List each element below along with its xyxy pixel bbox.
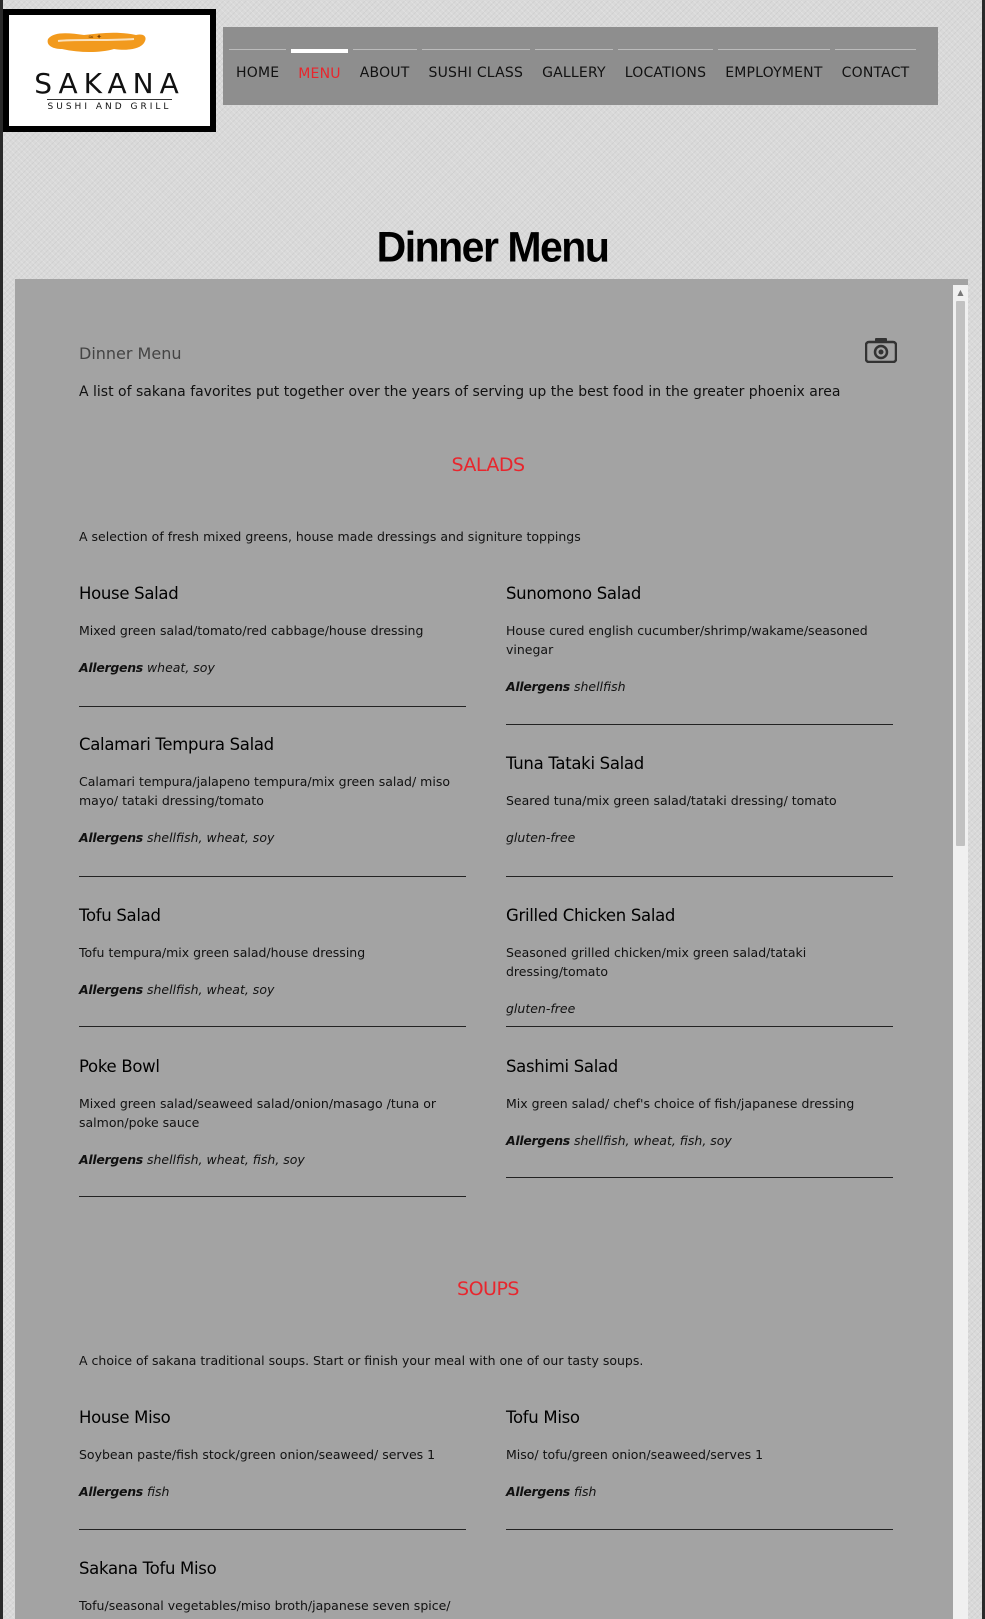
- item-divider: [79, 1196, 466, 1197]
- allergen-list: shellfish, wheat, soy: [146, 982, 275, 997]
- menu-item: [506, 754, 894, 845]
- nav-item-home[interactable]: HOME: [229, 49, 286, 106]
- item-description: Soybean paste/fish stock/green onion/seaweed/ serves 1: [79, 1447, 436, 1462]
- item-name: Poke Bowl: [79, 1057, 160, 1076]
- brand-name: SAKANA: [34, 67, 185, 100]
- allergen-label: Allergens: [506, 1133, 570, 1148]
- nav-item-sushi-class[interactable]: SUSHI CLASS: [422, 49, 531, 106]
- item-divider: [79, 876, 466, 877]
- menu-item: [79, 906, 467, 997]
- item-description: House cured english cucumber/shrimp/wakame/seasoned vinegar: [506, 623, 868, 657]
- item-name: Tofu Miso: [506, 1408, 580, 1427]
- menu-item: [506, 906, 894, 1016]
- allergen-list: fish: [573, 1484, 597, 1499]
- allergen-label: Allergens: [79, 660, 143, 675]
- menu-item: [79, 1408, 467, 1499]
- allergen-label: Allergens: [79, 1484, 143, 1499]
- allergen-list: shellfish, wheat, soy: [146, 830, 275, 845]
- nav-item-contact[interactable]: CONTACT: [835, 49, 917, 106]
- nav-item-locations[interactable]: LOCATIONS: [618, 49, 713, 106]
- menu-item: [79, 735, 467, 845]
- item-divider: [506, 1026, 893, 1027]
- allergen-label: Allergens: [79, 1152, 143, 1167]
- fish-brush-icon: [44, 27, 150, 63]
- allergen-list: shellfish, wheat, fish, soy: [573, 1133, 732, 1148]
- item-name: Sashimi Salad: [506, 1057, 618, 1076]
- item-allergens: [79, 1152, 467, 1167]
- menu-description: A list of sakana favorites put together over the years of serving up the best food in the greater phoenix area: [79, 384, 841, 400]
- scrollbar[interactable]: [953, 285, 968, 1619]
- allergen-label: Allergens: [79, 830, 143, 845]
- allergen-list: shellfish, wheat, fish, soy: [146, 1152, 305, 1167]
- logo-inner: [9, 15, 210, 126]
- item-description: Calamari tempura/jalapeno tempura/mix green salad/ miso mayo/ tataki dressing/tomato: [79, 774, 450, 808]
- nav-item-employment[interactable]: EMPLOYMENT: [718, 49, 829, 106]
- allergen-list: gluten-free: [506, 1001, 576, 1016]
- scroll-thumb[interactable]: [956, 301, 965, 846]
- item-divider: [506, 1529, 893, 1530]
- main-nav: [223, 27, 938, 105]
- menu-item: [506, 1057, 894, 1148]
- logo[interactable]: [3, 9, 216, 132]
- item-description: Mixed green salad/tomato/red cabbage/house dressing: [79, 623, 424, 638]
- allergen-list: wheat, soy: [146, 660, 215, 675]
- item-description: Seasoned grilled chicken/mix green salad/tataki dressing/tomato: [506, 945, 807, 979]
- camera-icon[interactable]: [865, 337, 897, 363]
- item-name: Tofu Salad: [79, 906, 161, 925]
- item-name: Calamari Tempura Salad: [79, 735, 274, 754]
- section-title-salads: SALADS: [451, 454, 525, 476]
- item-name: Sakana Tofu Miso: [79, 1559, 217, 1578]
- item-divider: [79, 706, 466, 707]
- item-divider: [506, 876, 893, 877]
- nav-item-about[interactable]: ABOUT: [353, 49, 417, 106]
- scroll-up-arrow-icon[interactable]: ▲: [957, 288, 964, 297]
- item-name: Grilled Chicken Salad: [506, 906, 676, 925]
- menu-item: [79, 1057, 467, 1167]
- allergen-label: Allergens: [506, 679, 570, 694]
- item-description: Tofu tempura/mix green salad/house dressing: [79, 945, 366, 960]
- item-description: Mix green salad/ chef's choice of fish/japanese dressing: [506, 1096, 855, 1111]
- item-allergens: [79, 1484, 467, 1499]
- item-description: Mixed green salad/seaweed salad/onion/masago /tuna or salmon/poke sauce: [79, 1096, 436, 1130]
- page: [3, 0, 982, 1619]
- item-divider: [506, 724, 893, 725]
- item-allergens: [506, 1133, 894, 1148]
- item-description: Tofu/seasonal vegetables/miso broth/japanese seven spice/: [79, 1598, 451, 1613]
- menu-item: [79, 1559, 467, 1615]
- section-title-soups: SOUPS: [457, 1278, 519, 1300]
- item-divider: [506, 1177, 893, 1178]
- svg-text:≈ ✦: ≈ ✦: [88, 33, 102, 41]
- menu-item: [79, 584, 467, 675]
- item-allergens: [79, 982, 467, 997]
- page-title: Dinner Menu: [376, 222, 609, 272]
- item-name: House Miso: [79, 1408, 171, 1427]
- allergen-label: Allergens: [79, 982, 143, 997]
- section-description-salads: A selection of fresh mixed greens, house made dressings and signiture toppings: [79, 529, 581, 544]
- item-allergens: [506, 679, 894, 694]
- item-allergens: [506, 830, 894, 845]
- item-allergens: [79, 660, 467, 675]
- item-allergens: [79, 830, 467, 845]
- item-allergens: [506, 1001, 894, 1016]
- item-allergens: [506, 1484, 894, 1499]
- item-description: Miso/ tofu/green onion/seaweed/serves 1: [506, 1447, 764, 1462]
- nav-item-menu[interactable]: MENU: [291, 49, 347, 109]
- allergen-list: gluten-free: [506, 830, 576, 845]
- nav-item-gallery[interactable]: GALLERY: [535, 49, 613, 106]
- logo-divider: [47, 99, 172, 100]
- item-name: House Salad: [79, 584, 179, 603]
- allergen-list: shellfish: [573, 679, 626, 694]
- brand-tagline: SUSHI AND GRILL: [47, 102, 172, 112]
- item-name: Sunomono Salad: [506, 584, 642, 603]
- menu-item: [506, 1408, 894, 1499]
- allergen-label: Allergens: [506, 1484, 570, 1499]
- item-description: Seared tuna/mix green salad/tataki dressing/ tomato: [506, 793, 837, 808]
- item-divider: [79, 1529, 466, 1530]
- section-description-soups: A choice of sakana traditional soups. Start or finish your meal with one of our tasty soups.: [79, 1353, 644, 1368]
- item-divider: [79, 1026, 466, 1027]
- menu-item: [506, 584, 894, 694]
- allergen-list: fish: [146, 1484, 170, 1499]
- item-name: Tuna Tataki Salad: [506, 754, 644, 773]
- menu-heading: Dinner Menu: [79, 344, 182, 363]
